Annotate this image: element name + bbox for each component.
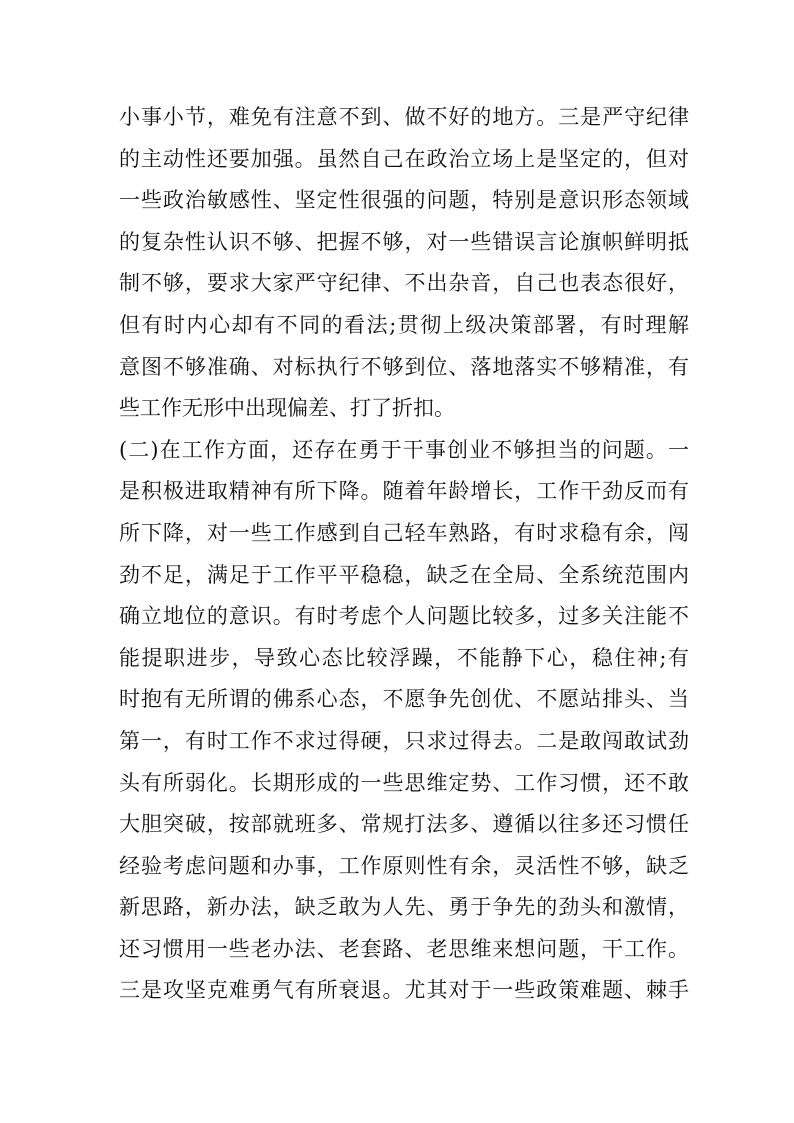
text-line: 的复杂性认识不够、把握不够，对一些错误言论旗帜鲜明抵 — [119, 229, 689, 254]
text-line: 确立地位的意识。有时考虑个人问题比较多，过多关注能不 — [119, 604, 689, 629]
text-line: 第一，有时工作不求过得硬，只求过得去。二是敢闯敢试劲 — [119, 728, 689, 753]
text-line: 一些政治敏感性、坚定性很强的问题，特别是意识形态领域 — [119, 188, 689, 213]
text-line: 经验考虑问题和办事，工作原则性有余，灵活性不够，缺乏 — [119, 853, 689, 878]
text-line: 三是攻坚克难勇气有所衰退。尤其对于一些政策难题、棘手 — [119, 978, 689, 1003]
text-line: 头有所弱化。长期形成的一些思维定势、工作习惯，还不敢 — [119, 770, 689, 795]
text-line: 劲不足，满足于工作平平稳稳，缺乏在全局、全系统范围内 — [119, 562, 689, 587]
text-line: 小事小节，难免有注意不到、做不好的地方。三是严守纪律 — [119, 105, 689, 129]
text-line: 的主动性还要加强。虽然自己在政治立场上是坚定的，但对 — [119, 146, 689, 171]
body-text — [119, 97, 689, 1012]
text-line: 制不够，要求大家严守纪律、不出杂音，自己也表态很好， — [119, 271, 689, 296]
text-line: 是积极进取精神有所下降。随着年龄增长，工作干劲反而有 — [119, 479, 689, 504]
text-line: 些工作无形中出现偏差、打了折扣。 — [119, 396, 455, 421]
text-line: 大胆突破，按部就班多、常规打法多、遵循以往多还习惯任 — [119, 812, 689, 837]
section-heading-line: (二)在工作方面，还存在勇于干事创业不够担当的问题。一 — [119, 437, 689, 462]
text-line: 意图不够准确、对标执行不够到位、落地落实不够精准，有 — [119, 354, 689, 379]
text-line: 能提职进步，导致心态比较浮躁，不能静下心，稳住神;有 — [119, 645, 689, 670]
text-line: 时抱有无所谓的佛系心态，不愿争先创优、不愿站排头、当 — [119, 687, 689, 712]
text-line: 还习惯用一些老办法、老套路、老思维来想问题，干工作。 — [119, 936, 689, 961]
text-line: 但有时内心却有不同的看法;贯彻上级决策部署，有时理解 — [119, 312, 689, 337]
text-line: 所下降，对一些工作感到自己轻车熟路，有时求稳有余，闯 — [119, 520, 689, 545]
text-line: 新思路，新办法，缺乏敢为人先、勇于争先的劲头和激情， — [119, 895, 689, 920]
